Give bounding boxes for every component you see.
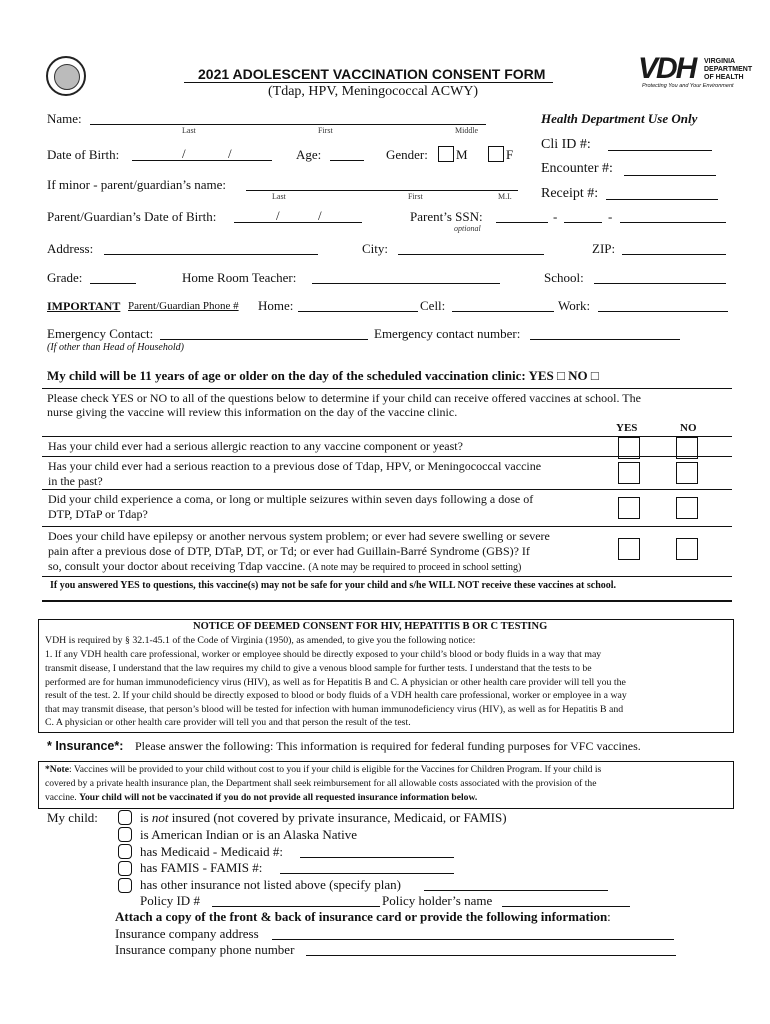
- school-field[interactable]: [594, 283, 726, 284]
- parent-ssn-label: Parent’s SSN:: [410, 209, 483, 224]
- receipt-field[interactable]: [606, 199, 718, 200]
- name-last-caption: Last: [182, 126, 196, 135]
- question-3-yes-checkbox[interactable]: [618, 497, 640, 519]
- dob-sep-2: /: [228, 146, 232, 161]
- question-divider: [42, 526, 732, 527]
- phone-label: Parent/Guardian Phone #: [128, 300, 239, 312]
- notice-line-6: that may transmit disease, that person’s blood will be tested for infection with human immunodeficiency virus (HIV), as well as for Hepatitis B and: [45, 704, 624, 715]
- zip-field[interactable]: [622, 254, 726, 255]
- notice-line-3: transmit disease, I understand that the law requires my child to give a venous blood sample for further tests. I understand that the tests to be: [45, 663, 592, 674]
- ssn-dash-2: -: [608, 209, 613, 224]
- policy-id-field[interactable]: [212, 906, 380, 907]
- famis-number-field[interactable]: [280, 873, 454, 874]
- question-3-line-2: DTP, DTaP or Tdap?: [48, 507, 148, 521]
- important-label: IMPORTANT: [47, 299, 121, 313]
- medicaid-number-field[interactable]: [300, 857, 454, 858]
- name-middle-caption: Middle: [455, 126, 479, 135]
- age-eleven-question: My child will be 11 years of age or older on the day of the scheduled vaccination clinic: YES □ NO □: [47, 368, 599, 383]
- teacher-field[interactable]: [312, 283, 500, 284]
- cell-phone-label: Cell:: [420, 298, 446, 313]
- cli-id-label: Cli ID #:: [541, 137, 591, 152]
- encounter-field[interactable]: [624, 175, 716, 176]
- ssn-field-3[interactable]: [620, 222, 726, 223]
- virginia-seal-logo: [46, 56, 86, 96]
- medicaid-option: has Medicaid - Medicaid #:: [140, 844, 283, 859]
- not-insured-option: [140, 810, 507, 826]
- not-insured-option-a: is: [140, 810, 152, 825]
- question-4-line-1: Does your child have epilepsy or another nervous system problem; or ever had severe swelling or severe: [48, 529, 550, 543]
- home-phone-label: Home:: [258, 298, 294, 313]
- policy-holder-label: Policy holder’s name: [382, 893, 493, 908]
- address-label: Address:: [47, 241, 94, 256]
- age-label: Age:: [296, 147, 322, 162]
- gender-label: Gender:: [386, 147, 428, 162]
- parent-dob-label: Parent/Guardian’s Date of Birth:: [47, 209, 217, 224]
- notice-line-5: result of the test. 2. If your child should be directly exposed to blood or body fluids of a VDH health care professional, worker or employee in a way: [45, 690, 627, 701]
- minor-guardian-label: If minor - parent/guardian’s name:: [47, 177, 227, 192]
- emergency-contact-label: Emergency Contact:: [47, 326, 154, 341]
- yes-header: YES: [616, 422, 638, 434]
- insurance-company-address-field[interactable]: [272, 939, 674, 940]
- not-insured-option-b: not: [151, 810, 169, 825]
- home-phone-field[interactable]: [298, 311, 418, 312]
- gender-m-checkbox[interactable]: [438, 146, 454, 162]
- american-indian-checkbox[interactable]: [118, 827, 132, 842]
- age-field[interactable]: [330, 160, 364, 161]
- insurance-company-phone-field[interactable]: [306, 955, 676, 956]
- form-title: 2021 ADOLESCENT VACCINATION CONSENT FORM: [184, 66, 553, 83]
- medicaid-checkbox[interactable]: [118, 844, 132, 859]
- work-phone-field[interactable]: [598, 311, 728, 312]
- parent-dob-sep-1: /: [276, 208, 280, 223]
- attach-card-colon: :: [607, 909, 611, 924]
- city-label: City:: [362, 241, 389, 256]
- cli-id-field[interactable]: [608, 150, 712, 151]
- insurance-note-line-1: [45, 764, 601, 775]
- insurance-company-phone-label: Insurance company phone number: [115, 942, 295, 957]
- dept-use-title: Health Department Use Only: [541, 111, 698, 126]
- grade-field[interactable]: [90, 283, 136, 284]
- famis-option: has FAMIS - FAMIS #:: [140, 860, 263, 875]
- notice-line-1: VDH is required by § 32.1-45.1 of the Code of Virginia (1950), as amended, to give you the following notice:: [45, 635, 476, 646]
- question-1-line-1: Has your child ever had a serious allergic reaction to any vaccine component or yeast?: [48, 439, 463, 453]
- my-child-label: My child:: [47, 810, 98, 825]
- vdh-logo-letters: VDH: [638, 52, 696, 85]
- vdh-logo-tagline: Protecting You and Your Environment: [642, 83, 734, 89]
- instructions-line-1: Please check YES or NO to all of the questions below to determine if your child can receive offered vaccines at school. The: [47, 391, 641, 405]
- vdh-logo: [638, 52, 753, 92]
- question-4: [48, 529, 606, 575]
- question-divider: [42, 489, 732, 490]
- question-4-no-checkbox[interactable]: [676, 538, 698, 560]
- policy-holder-field[interactable]: [502, 906, 630, 907]
- cell-phone-field[interactable]: [452, 311, 554, 312]
- section-divider: [42, 600, 732, 602]
- insurance-note-line-3-text: vaccine.: [45, 792, 77, 803]
- insurance-note-line-1-text: : Vaccines will be provided to your child without cost to you if your child is eligible for the Vaccines for Children Program. If your child is: [68, 764, 602, 775]
- gender-f-label: F: [506, 147, 514, 162]
- question-2: [48, 459, 606, 489]
- question-2-line-1: Has your child ever had a serious reaction to a previous dose of Tdap, HPV, or Meningococcal vaccine: [48, 459, 542, 473]
- name-label: Name:: [47, 111, 82, 126]
- question-1: [48, 439, 606, 454]
- question-3-no-checkbox[interactable]: [676, 497, 698, 519]
- gender-m-label: M: [456, 147, 468, 162]
- insurance-note-bold: Your child will not be vaccinated if you do not provide all requested insurance information below.: [79, 792, 478, 803]
- ssn-field-1[interactable]: [496, 222, 548, 223]
- form-subtitle: (Tdap, HPV, Meningococcal ACWY): [268, 84, 479, 99]
- emergency-number-label: Emergency contact number:: [374, 326, 521, 341]
- insurance-note: [38, 761, 734, 809]
- question-2-no-checkbox[interactable]: [676, 462, 698, 484]
- vdh-logo-side-2: DEPARTMENT: [704, 66, 753, 73]
- name-first-caption: First: [318, 126, 333, 135]
- guardian-last-caption: Last: [272, 192, 286, 201]
- zip-label: ZIP:: [592, 241, 616, 256]
- policy-id-label: Policy ID #: [140, 893, 200, 908]
- question-4-note: (A note may be required to proceed in school setting): [308, 562, 522, 573]
- guardian-first-caption: First: [408, 192, 423, 201]
- emergency-note: (If other than Head of Household): [47, 342, 184, 353]
- yes-warning: If you answered YES to questions, this vaccine(s) may not be safe for your child and s/he WILL NOT receive these vaccines at school.: [50, 580, 617, 591]
- city-field[interactable]: [398, 254, 544, 255]
- attach-card-instruction: [115, 909, 611, 925]
- not-insured-checkbox[interactable]: [118, 810, 132, 825]
- minor-guardian-field[interactable]: [246, 190, 518, 191]
- question-divider: [42, 576, 732, 577]
- grade-label: Grade:: [47, 270, 83, 285]
- insurance-note-line-3: [45, 792, 477, 803]
- dob-sep-1: /: [182, 146, 186, 161]
- question-3-line-1: Did your child experience a coma, or long or multiple seizures within seven days following a dose of: [48, 492, 534, 506]
- other-insurance-checkbox[interactable]: [118, 878, 132, 893]
- teacher-label: Home Room Teacher:: [182, 270, 297, 285]
- vdh-logo-side-3: OF HEALTH: [704, 74, 744, 81]
- insurance-note-line-2: covered by a private health insurance plan, the Department shall seek reimbursement for all allowable costs associated with the provision of the: [45, 778, 597, 789]
- ssn-dash-1: -: [553, 209, 558, 224]
- deemed-consent-notice: [38, 619, 734, 733]
- dob-field[interactable]: [132, 160, 272, 161]
- attach-card-bold: Attach a copy of the front & back of insurance card or provide the following information: [115, 909, 608, 924]
- address-field[interactable]: [104, 254, 318, 255]
- section-divider: [42, 388, 732, 389]
- school-label: School:: [544, 270, 584, 285]
- insurance-label: * Insurance*:: [47, 739, 124, 753]
- question-divider: [42, 456, 732, 457]
- dob-label: Date of Birth:: [47, 147, 120, 162]
- other-insurance-plan-field[interactable]: [424, 890, 608, 891]
- question-4-line-3-text: so, consult your doctor about receiving Tdap vaccine.: [48, 559, 306, 573]
- gender-f-checkbox[interactable]: [488, 146, 504, 162]
- emergency-contact-field[interactable]: [160, 339, 368, 340]
- other-insurance-option: has other insurance not listed above (specify plan): [140, 877, 401, 892]
- insurance-company-address-label: Insurance company address: [115, 926, 259, 941]
- insurance-instructions: Please answer the following: This information is required for federal funding purposes for VFC vaccines.: [135, 739, 641, 753]
- parent-dob-field[interactable]: [234, 222, 362, 223]
- question-4-yes-checkbox[interactable]: [618, 538, 640, 560]
- work-phone-label: Work:: [558, 298, 591, 313]
- encounter-label: Encounter #:: [541, 161, 613, 176]
- parent-dob-sep-2: /: [318, 208, 322, 223]
- notice-line-4: performed are for human immunodeficiency virus (HIV), as well as for Hepatitis B and C. A physician or other health care provider will tell you the: [45, 677, 626, 688]
- notice-line-7: C. A physician or other health care provider will tell you and that person the result of the test.: [45, 717, 411, 728]
- ssn-optional-caption: optional: [454, 224, 481, 233]
- insurance-note-label: *Note: [45, 764, 69, 775]
- name-field[interactable]: [90, 124, 486, 125]
- not-insured-option-c: insured (not covered by private insurance, Medicaid, or FAMIS): [168, 810, 507, 825]
- notice-title: NOTICE OF DEEMED CONSENT FOR HIV, HEPATITIS B OR C TESTING: [193, 621, 548, 632]
- instructions-line-2: nurse giving the vaccine will review this information on the day of the vaccine clinic.: [47, 405, 458, 419]
- question-4-line-3: [48, 559, 606, 575]
- question-2-line-2: in the past?: [48, 474, 103, 488]
- receipt-label: Receipt #:: [541, 186, 599, 201]
- american-indian-option: is American Indian or is an Alaska Native: [140, 827, 357, 842]
- notice-line-2: 1. If any VDH health care professional, worker or employee should be directly exposed to your child’s blood or body fluids in a way that may: [45, 649, 602, 660]
- no-header: NO: [680, 422, 697, 434]
- emergency-number-field[interactable]: [530, 339, 680, 340]
- question-3: [48, 492, 606, 522]
- famis-checkbox[interactable]: [118, 861, 132, 876]
- guardian-mi-caption: M.I.: [498, 192, 512, 201]
- ssn-field-2[interactable]: [564, 222, 602, 223]
- question-4-line-2: pain after a previous dose of DTP, DTaP, DT, or Td; or ever had Guillain-Barré Syndrome (GBS)? If: [48, 544, 530, 558]
- vdh-logo-side-1: VIRGINIA: [704, 58, 736, 65]
- question-2-yes-checkbox[interactable]: [618, 462, 640, 484]
